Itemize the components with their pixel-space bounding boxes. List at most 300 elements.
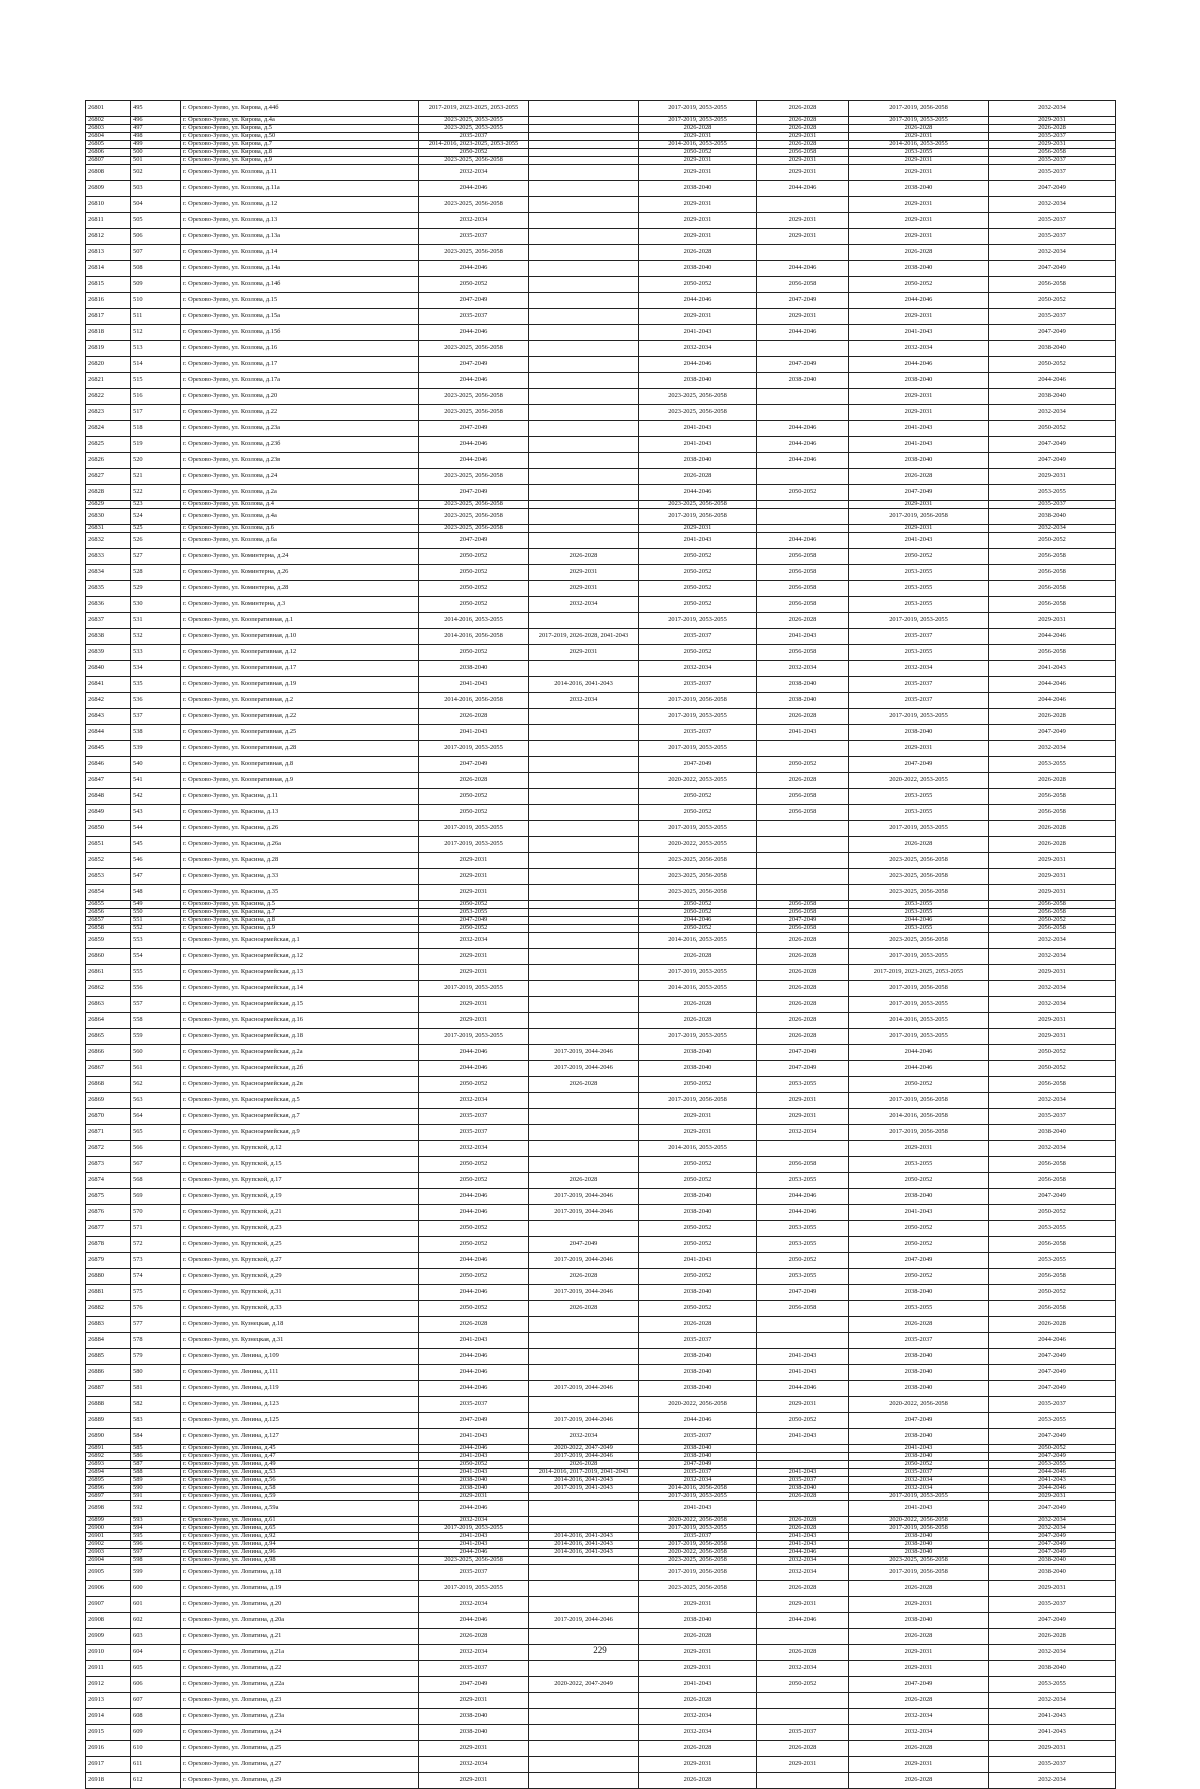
period-4-cell: 2026-2028 [757, 709, 849, 725]
period-4-cell [757, 1709, 849, 1725]
period-6-cell: 2038-2040 [989, 341, 1116, 357]
period-3-cell: 2038-2040 [639, 373, 757, 389]
row-number-cell: 542 [131, 789, 181, 805]
row-id-cell: 26808 [86, 165, 131, 181]
period-6-cell: 2056-2058 [989, 1237, 1116, 1253]
row-id-cell: 26821 [86, 373, 131, 389]
period-5-cell: 2038-2040 [849, 1381, 989, 1397]
row-id-cell: 26803 [86, 125, 131, 133]
period-2-cell [529, 1349, 639, 1365]
period-5-cell: 2050-2052 [849, 1173, 989, 1189]
row-number-cell: 565 [131, 1125, 181, 1141]
period-2-cell: 2014-2016, 2041-2043 [529, 677, 639, 693]
address-cell: г. Орехово-Зуево, ул. Кооперативная, д.19 [181, 677, 419, 693]
period-6-cell: 2050-2052 [989, 421, 1116, 437]
period-6-cell: 2056-2058 [989, 1173, 1116, 1189]
period-2-cell [529, 1773, 639, 1789]
period-4-cell [757, 821, 849, 837]
row-id-cell: 26860 [86, 949, 131, 965]
row-number-cell: 555 [131, 965, 181, 981]
period-5-cell: 2029-2031 [849, 197, 989, 213]
period-1-cell: 2044-2046 [419, 325, 529, 341]
table-row [86, 1565, 1116, 1581]
row-number-cell: 607 [131, 1693, 181, 1709]
period-6-cell: 2056-2058 [989, 597, 1116, 613]
period-5-cell: 2017-2019, 2056-2058 [849, 981, 989, 997]
period-3-cell: 2014-2016, 2056-2058 [639, 1485, 757, 1493]
row-number-cell: 531 [131, 613, 181, 629]
period-4-cell: 2026-2028 [757, 933, 849, 949]
table-row [86, 1549, 1116, 1557]
period-1-cell: 2014-2016, 2053-2055 [419, 613, 529, 629]
period-4-cell: 2038-2040 [757, 677, 849, 693]
period-1-cell: 2032-2034 [419, 1757, 529, 1773]
row-number-cell: 527 [131, 549, 181, 565]
address-cell: г. Орехово-Зуево, ул. Козлова, д.13а [181, 229, 419, 245]
period-2-cell: 2014-2016, 2017-2019, 2041-2043 [529, 1469, 639, 1477]
period-2-cell [529, 1693, 639, 1709]
row-id-cell: 26815 [86, 277, 131, 293]
period-3-cell: 2020-2022, 2056-2058 [639, 1517, 757, 1525]
period-1-cell: 2017-2019, 2053-2055 [419, 1525, 529, 1533]
address-cell: г. Орехово-Зуево, ул. Лопатина, д.23а [181, 1709, 419, 1725]
period-6-cell: 2047-2049 [989, 325, 1116, 341]
row-id-cell: 26895 [86, 1477, 131, 1485]
period-5-cell: 2032-2034 [849, 1725, 989, 1741]
period-6-cell: 2050-2052 [989, 293, 1116, 309]
period-6-cell: 2035-2037 [989, 1597, 1116, 1613]
table-row [86, 917, 1116, 925]
address-cell: г. Орехово-Зуево, ул. Ленина, д.125 [181, 1413, 419, 1429]
period-2-cell [529, 885, 639, 901]
period-2-cell [529, 741, 639, 757]
table-row [86, 1773, 1116, 1789]
row-number-cell: 520 [131, 453, 181, 469]
period-2-cell [529, 1581, 639, 1597]
row-id-cell: 26878 [86, 1237, 131, 1253]
table-row [86, 741, 1116, 757]
address-cell: г. Орехово-Зуево, ул. Крупской, д.19 [181, 1189, 419, 1205]
row-id-cell: 26804 [86, 133, 131, 141]
period-3-cell: 2050-2052 [639, 1237, 757, 1253]
address-cell: г. Орехово-Зуево, ул. Красноармейская, д.1 [181, 933, 419, 949]
period-5-cell: 2047-2049 [849, 485, 989, 501]
period-1-cell: 2050-2052 [419, 1461, 529, 1469]
row-id-cell: 26880 [86, 1269, 131, 1285]
period-3-cell: 2026-2028 [639, 125, 757, 133]
period-2-cell [529, 509, 639, 525]
row-id-cell: 26867 [86, 1061, 131, 1077]
period-3-cell: 2047-2049 [639, 757, 757, 773]
period-6-cell: 2050-2052 [989, 1205, 1116, 1221]
table-row [86, 821, 1116, 837]
row-number-cell: 515 [131, 373, 181, 389]
period-4-cell: 2041-2043 [757, 725, 849, 741]
period-4-cell: 2026-2028 [757, 1013, 849, 1029]
period-3-cell: 2035-2037 [639, 1333, 757, 1349]
period-6-cell: 2026-2028 [989, 709, 1116, 725]
row-number-cell: 536 [131, 693, 181, 709]
address-cell: г. Орехово-Зуево, ул. Кирова, д.9 [181, 157, 419, 165]
period-5-cell: 2053-2055 [849, 805, 989, 821]
period-4-cell: 2026-2028 [757, 1645, 849, 1661]
row-number-cell: 575 [131, 1285, 181, 1301]
address-cell: г. Орехово-Зуево, ул. Красноармейская, д.5 [181, 1093, 419, 1109]
period-1-cell: 2044-2046 [419, 453, 529, 469]
row-id-cell: 26855 [86, 901, 131, 909]
table-row [86, 213, 1116, 229]
period-4-cell: 2047-2049 [757, 917, 849, 925]
period-3-cell: 2050-2052 [639, 925, 757, 933]
period-4-cell [757, 245, 849, 261]
period-4-cell [757, 1629, 849, 1645]
address-cell: г. Орехово-Зуево, ул. Ленина, д.119 [181, 1381, 419, 1397]
period-5-cell: 2023-2025, 2056-2058 [849, 1557, 989, 1565]
period-6-cell: 2047-2049 [989, 1501, 1116, 1517]
row-number-cell: 526 [131, 533, 181, 549]
address-cell: г. Орехово-Зуево, ул. Кооперативная, д.9 [181, 773, 419, 789]
period-6-cell: 2035-2037 [989, 501, 1116, 509]
period-4-cell: 2026-2028 [757, 1525, 849, 1533]
period-2-cell: 2026-2028 [529, 1077, 639, 1093]
period-5-cell: 2038-2040 [849, 1541, 989, 1549]
table-row [86, 1093, 1116, 1109]
period-4-cell: 2056-2058 [757, 645, 849, 661]
period-4-cell: 2047-2049 [757, 1061, 849, 1077]
period-4-cell: 2044-2046 [757, 261, 849, 277]
period-2-cell [529, 1333, 639, 1349]
period-5-cell: 2014-2016, 2056-2058 [849, 1109, 989, 1125]
period-4-cell: 2029-2031 [757, 309, 849, 325]
row-number-cell: 508 [131, 261, 181, 277]
period-6-cell: 2056-2058 [989, 789, 1116, 805]
row-id-cell: 26836 [86, 597, 131, 613]
period-1-cell: 2014-2016, 2023-2025, 2053-2055 [419, 141, 529, 149]
period-1-cell: 2047-2049 [419, 917, 529, 925]
period-5-cell: 2053-2055 [849, 149, 989, 157]
row-id-cell: 26859 [86, 933, 131, 949]
period-2-cell [529, 261, 639, 277]
period-1-cell: 2029-2031 [419, 1493, 529, 1501]
period-1-cell: 2044-2046 [419, 1501, 529, 1517]
period-3-cell: 2026-2028 [639, 1629, 757, 1645]
address-cell: г. Орехово-Зуево, ул. Козлова, д.14а [181, 261, 419, 277]
row-number-cell: 574 [131, 1269, 181, 1285]
row-id-cell: 26896 [86, 1485, 131, 1493]
period-1-cell: 2023-2025, 2056-2058 [419, 157, 529, 165]
table-row [86, 469, 1116, 485]
period-3-cell: 2038-2040 [639, 1453, 757, 1461]
row-id-cell: 26854 [86, 885, 131, 901]
row-number-cell: 611 [131, 1757, 181, 1773]
row-number-cell: 507 [131, 245, 181, 261]
period-6-cell: 2029-2031 [989, 141, 1116, 149]
period-6-cell: 2056-2058 [989, 549, 1116, 565]
period-6-cell: 2056-2058 [989, 1157, 1116, 1173]
period-1-cell: 2032-2034 [419, 1141, 529, 1157]
period-1-cell: 2050-2052 [419, 549, 529, 565]
period-6-cell: 2047-2049 [989, 453, 1116, 469]
row-number-cell: 556 [131, 981, 181, 997]
row-number-cell: 498 [131, 133, 181, 141]
period-2-cell [529, 421, 639, 437]
period-5-cell: 2044-2046 [849, 917, 989, 925]
period-6-cell: 2053-2055 [989, 1461, 1116, 1469]
table-row [86, 581, 1116, 597]
row-id-cell: 26810 [86, 197, 131, 213]
table-row [86, 1725, 1116, 1741]
table-row [86, 1661, 1116, 1677]
period-3-cell: 2029-2031 [639, 1597, 757, 1613]
period-2-cell: 2017-2019, 2044-2046 [529, 1061, 639, 1077]
period-3-cell: 2029-2031 [639, 213, 757, 229]
period-4-cell: 2029-2031 [757, 165, 849, 181]
period-5-cell: 2026-2028 [849, 1741, 989, 1757]
period-4-cell [757, 1141, 849, 1157]
period-6-cell: 2029-2031 [989, 613, 1116, 629]
address-cell: г. Орехово-Зуево, ул. Козлова, д.13 [181, 213, 419, 229]
period-2-cell [529, 1629, 639, 1645]
period-4-cell: 2044-2046 [757, 181, 849, 197]
period-4-cell: 2044-2046 [757, 533, 849, 549]
period-6-cell: 2056-2058 [989, 925, 1116, 933]
table-row [86, 1557, 1116, 1565]
row-number-cell: 603 [131, 1629, 181, 1645]
period-5-cell: 2044-2046 [849, 357, 989, 373]
period-4-cell: 2026-2028 [757, 1517, 849, 1525]
table-row [86, 509, 1116, 525]
period-3-cell: 2047-2049 [639, 1461, 757, 1469]
table-row [86, 157, 1116, 165]
row-id-cell: 26857 [86, 917, 131, 925]
row-number-cell: 572 [131, 1237, 181, 1253]
address-cell: г. Орехово-Зуево, ул. Козлова, д.23а [181, 421, 419, 437]
period-2-cell [529, 725, 639, 741]
period-2-cell [529, 1125, 639, 1141]
period-2-cell [529, 853, 639, 869]
period-1-cell: 2026-2028 [419, 709, 529, 725]
address-cell: г. Орехово-Зуево, ул. Ленина, д.92 [181, 1533, 419, 1541]
period-3-cell: 2038-2040 [639, 1061, 757, 1077]
row-id-cell: 26830 [86, 509, 131, 525]
period-1-cell: 2032-2034 [419, 933, 529, 949]
period-5-cell: 2029-2031 [849, 309, 989, 325]
address-cell: г. Орехово-Зуево, ул. Ленина, д.61 [181, 1517, 419, 1525]
row-id-cell: 26835 [86, 581, 131, 597]
period-4-cell: 2050-2052 [757, 1253, 849, 1269]
row-id-cell: 26827 [86, 469, 131, 485]
row-id-cell: 26869 [86, 1093, 131, 1109]
row-number-cell: 523 [131, 501, 181, 509]
address-cell: г. Орехово-Зуево, ул. Козлова, д.24 [181, 469, 419, 485]
period-1-cell: 2035-2037 [419, 309, 529, 325]
period-1-cell: 2047-2049 [419, 1677, 529, 1693]
period-1-cell: 2044-2046 [419, 181, 529, 197]
row-id-cell: 26826 [86, 453, 131, 469]
period-4-cell: 2032-2034 [757, 661, 849, 677]
period-5-cell: 2053-2055 [849, 789, 989, 805]
period-3-cell: 2029-2031 [639, 157, 757, 165]
period-5-cell: 2044-2046 [849, 293, 989, 309]
period-1-cell: 2050-2052 [419, 277, 529, 293]
period-6-cell: 2032-2034 [989, 981, 1116, 997]
period-4-cell: 2053-2055 [757, 1221, 849, 1237]
period-5-cell: 2038-2040 [849, 1285, 989, 1301]
period-1-cell: 2047-2049 [419, 485, 529, 501]
row-number-cell: 557 [131, 997, 181, 1013]
period-4-cell: 2029-2031 [757, 1757, 849, 1773]
period-2-cell [529, 789, 639, 805]
period-1-cell: 2017-2019, 2053-2055 [419, 837, 529, 853]
row-number-cell: 579 [131, 1349, 181, 1365]
address-cell: г. Орехово-Зуево, ул. Ленина, д.127 [181, 1429, 419, 1445]
period-6-cell: 2038-2040 [989, 389, 1116, 405]
row-number-cell: 502 [131, 165, 181, 181]
period-3-cell: 2026-2028 [639, 469, 757, 485]
row-id-cell: 26846 [86, 757, 131, 773]
table-row [86, 1333, 1116, 1349]
table-row [86, 925, 1116, 933]
row-id-cell: 26871 [86, 1125, 131, 1141]
row-id-cell: 26818 [86, 325, 131, 341]
row-number-cell: 605 [131, 1661, 181, 1677]
row-number-cell: 610 [131, 1741, 181, 1757]
table-row [86, 405, 1116, 421]
period-6-cell: 2026-2028 [989, 837, 1116, 853]
period-3-cell: 2029-2031 [639, 525, 757, 533]
period-5-cell: 2038-2040 [849, 261, 989, 277]
table-row [86, 1397, 1116, 1413]
period-4-cell: 2041-2043 [757, 1349, 849, 1365]
period-1-cell: 2041-2043 [419, 1429, 529, 1445]
period-1-cell: 2044-2046 [419, 1285, 529, 1301]
address-cell: г. Орехово-Зуево, ул. Ленина, д.53 [181, 1469, 419, 1477]
period-1-cell: 2044-2046 [419, 1613, 529, 1629]
period-1-cell: 2032-2034 [419, 1517, 529, 1525]
period-1-cell: 2050-2052 [419, 1301, 529, 1317]
period-4-cell: 2026-2028 [757, 101, 849, 117]
period-6-cell: 2053-2055 [989, 1413, 1116, 1429]
period-4-cell: 2044-2046 [757, 325, 849, 341]
period-6-cell: 2029-2031 [989, 869, 1116, 885]
table-row [86, 1501, 1116, 1517]
period-5-cell: 2017-2019, 2053-2055 [849, 949, 989, 965]
period-5-cell: 2029-2031 [849, 1757, 989, 1773]
period-4-cell: 2032-2034 [757, 1125, 849, 1141]
period-2-cell [529, 309, 639, 325]
row-number-cell: 495 [131, 101, 181, 117]
period-3-cell: 2050-2052 [639, 1221, 757, 1237]
period-2-cell: 2029-2031 [529, 645, 639, 661]
address-cell: г. Орехово-Зуево, ул. Красноармейская, д.14 [181, 981, 419, 997]
row-id-cell: 26885 [86, 1349, 131, 1365]
row-number-cell: 539 [131, 741, 181, 757]
row-id-cell: 26884 [86, 1333, 131, 1349]
period-1-cell: 2041-2043 [419, 1533, 529, 1541]
period-5-cell: 2017-2019, 2053-2055 [849, 997, 989, 1013]
period-5-cell: 2017-2019, 2053-2055 [849, 117, 989, 125]
period-4-cell: 2026-2028 [757, 1741, 849, 1757]
period-2-cell [529, 357, 639, 373]
row-number-cell: 600 [131, 1581, 181, 1597]
period-6-cell: 2032-2034 [989, 525, 1116, 533]
period-3-cell: 2050-2052 [639, 581, 757, 597]
row-id-cell: 26805 [86, 141, 131, 149]
address-cell: г. Орехово-Зуево, ул. Кузнецкая, д.18 [181, 1317, 419, 1333]
period-5-cell: 2026-2028 [849, 837, 989, 853]
row-number-cell: 496 [131, 117, 181, 125]
period-3-cell: 2023-2025, 2056-2058 [639, 501, 757, 509]
period-5-cell: 2041-2043 [849, 325, 989, 341]
period-4-cell: 2056-2058 [757, 581, 849, 597]
table-row [86, 677, 1116, 693]
period-6-cell: 2029-2031 [989, 469, 1116, 485]
period-5-cell: 2047-2049 [849, 1677, 989, 1693]
row-number-cell: 568 [131, 1173, 181, 1189]
period-1-cell: 2050-2052 [419, 1077, 529, 1093]
period-3-cell: 2050-2052 [639, 1077, 757, 1093]
period-4-cell: 2029-2031 [757, 229, 849, 245]
table-row [86, 165, 1116, 181]
row-id-cell: 26847 [86, 773, 131, 789]
table-row [86, 1125, 1116, 1141]
row-id-cell: 26831 [86, 525, 131, 533]
period-2-cell [529, 1557, 639, 1565]
address-cell: г. Орехово-Зуево, ул. Лопатина, д.29 [181, 1773, 419, 1789]
address-cell: г. Орехово-Зуево, ул. Козлова, д.2а [181, 485, 419, 501]
period-2-cell: 2026-2028 [529, 1269, 639, 1285]
address-cell: г. Орехово-Зуево, ул. Ленина, д.58 [181, 1485, 419, 1493]
period-4-cell: 2056-2058 [757, 901, 849, 909]
period-2-cell [529, 1725, 639, 1741]
table-row [86, 261, 1116, 277]
period-5-cell: 2029-2031 [849, 1645, 989, 1661]
row-id-cell: 26877 [86, 1221, 131, 1237]
period-1-cell: 2032-2034 [419, 213, 529, 229]
period-1-cell: 2032-2034 [419, 1597, 529, 1613]
period-5-cell: 2014-2016, 2053-2055 [849, 1013, 989, 1029]
table-row [86, 1493, 1116, 1501]
address-cell: г. Орехово-Зуево, ул. Коминтерна, д.3 [181, 597, 419, 613]
table-row [86, 1413, 1116, 1429]
period-5-cell: 2041-2043 [849, 421, 989, 437]
address-cell: г. Орехово-Зуево, ул. Козлова, д.23в [181, 453, 419, 469]
period-2-cell [529, 1317, 639, 1333]
table-row [86, 885, 1116, 901]
row-id-cell: 26814 [86, 261, 131, 277]
period-6-cell: 2056-2058 [989, 277, 1116, 293]
row-number-cell: 571 [131, 1221, 181, 1237]
table-row [86, 1485, 1116, 1493]
row-number-cell: 563 [131, 1093, 181, 1109]
period-1-cell: 2050-2052 [419, 1173, 529, 1189]
period-2-cell: 2014-2016, 2041-2043 [529, 1533, 639, 1541]
period-2-cell [529, 613, 639, 629]
row-id-cell: 26841 [86, 677, 131, 693]
row-id-cell: 26893 [86, 1461, 131, 1469]
table-row [86, 1677, 1116, 1693]
period-6-cell: 2029-2031 [989, 1741, 1116, 1757]
row-number-cell: 521 [131, 469, 181, 485]
row-number-cell: 530 [131, 597, 181, 613]
address-cell: г. Орехово-Зуево, ул. Красноармейская, д.18 [181, 1029, 419, 1045]
row-number-cell: 589 [131, 1477, 181, 1485]
period-3-cell: 2041-2043 [639, 325, 757, 341]
row-number-cell: 587 [131, 1461, 181, 1469]
period-5-cell: 2017-2019, 2053-2055 [849, 1493, 989, 1501]
table-row [86, 1013, 1116, 1029]
period-6-cell: 2029-2031 [989, 1029, 1116, 1045]
